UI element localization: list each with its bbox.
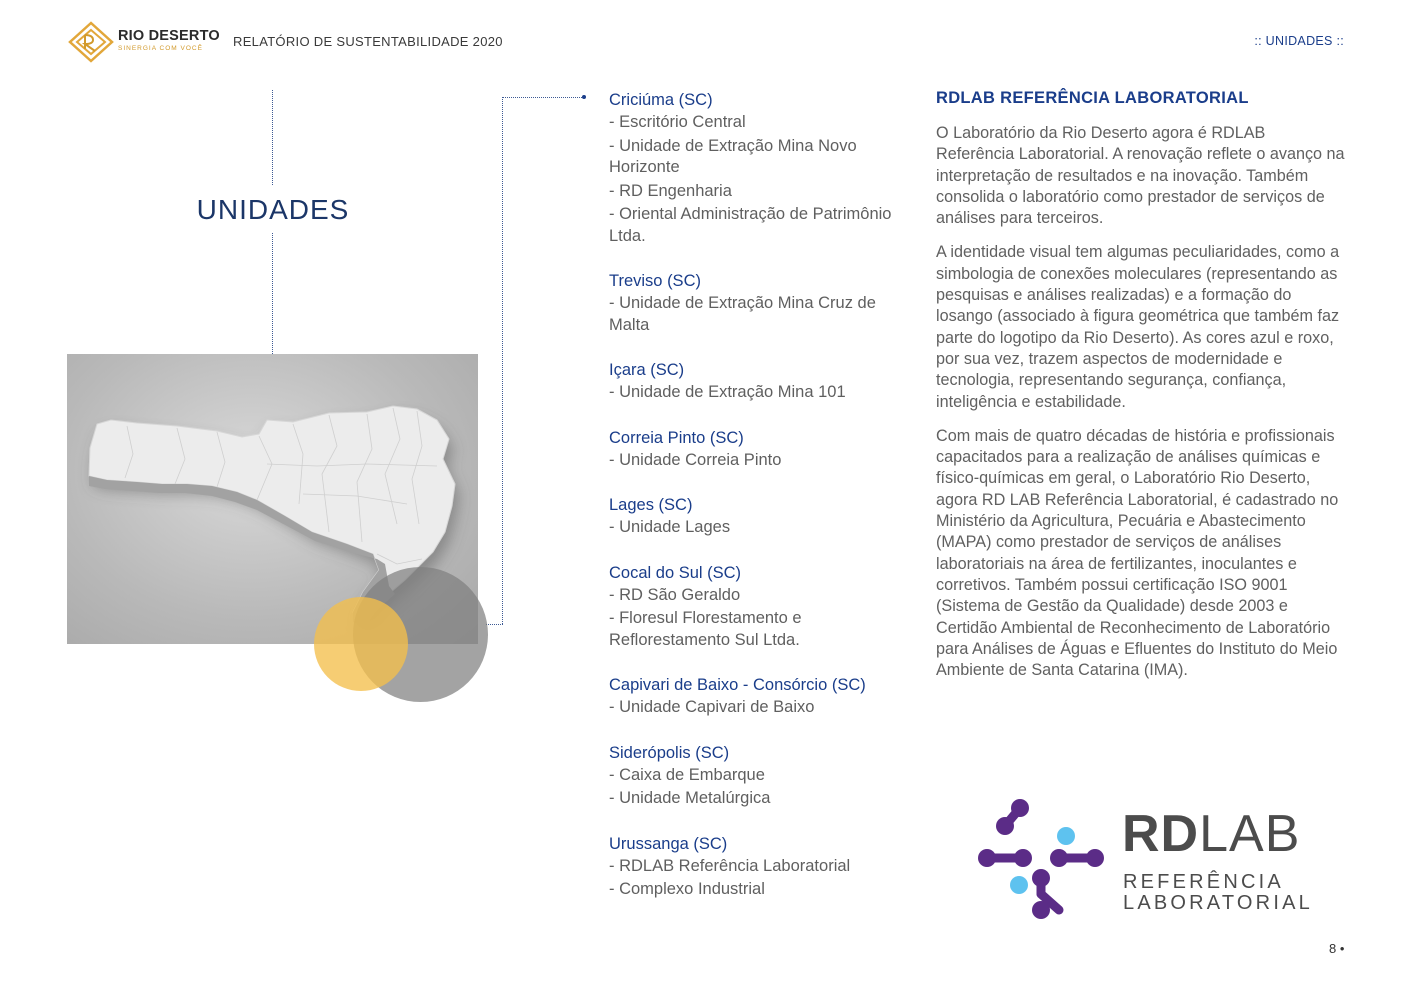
unit-item: - RD São Geraldo [609, 585, 741, 604]
unit-item: - Unidade de Extração Mina Novo Horizonte [609, 136, 857, 176]
lab-paragraph: A identidade visual tem algumas peculiaridades, como a simbologia de conexões moleculares (representando as pesquisas e análises realizadas) e a formação do losango (associado à figura geométrica que também faz parte do logotipo da Rio Deserto). As cores azul e roxo, por sua vez, trazem aspectos de modernidade e tecnologia, representando segurança, confiança, inteligência e estabilidade. [936, 243, 1340, 411]
brand-name: RIO DESERTO [118, 28, 220, 44]
unit-item: - Escritório Central [609, 113, 746, 131]
unit-block [609, 493, 909, 539]
lab-heading: RDLAB REFERÊNCIA LABORATORIAL [936, 89, 1249, 107]
units-list [609, 88, 909, 923]
unit-city: Içara (SC) [609, 361, 685, 379]
section-tag: :: UNIDADES :: [1254, 34, 1344, 48]
unit-city: Treviso (SC) [609, 272, 701, 290]
connector-line-horizontal [502, 97, 582, 98]
page-title: UNIDADES [196, 194, 350, 225]
lab-paragraph: Com mais de quatro décadas de história e profissionais capacitados para a realização de análises químicas e físico-químicas em geral, o Laboratório Rio Deserto, agora RD LAB Referência Laboratorial, é cadastrado no Ministério da Agricultura, Pecuária e Abastecimento (MAPA) como prestador de serviços de análises laboratoriais na área de fertilizantes, inoculantes e corretivos. Também possui certificação ISO 9001 (Sistema de Gestão da Qualidade) desde 2003 e Certidão Ambiental de Reconhecimento de Laboratório para Análises de Águas e Efluentes do Instituto do Meio Ambiente de Santa Catarina (IMA). [936, 426, 1339, 680]
unit-city: Capivari de Baixo - Consórcio (SC) [609, 676, 866, 694]
unit-city: Lages (SC) [609, 496, 693, 514]
unit-item: - Floresul Florestamento e Reflorestamento Sul Ltda. [609, 609, 802, 649]
unit-item: - Complexo Industrial [609, 880, 765, 898]
rdlab-molecule-icon [975, 798, 1107, 926]
unit-item: - Unidade Correia Pinto [609, 450, 782, 469]
unit-item: - Unidade de Extração Mina Cruz de Malta [609, 294, 876, 334]
unit-item: - Unidade Capivari de Baixo [609, 698, 815, 716]
unit-item: - RD Engenharia [609, 181, 732, 200]
connector-line-bottom [272, 233, 273, 354]
unit-item: - Unidade de Extração Mina 101 [609, 383, 846, 401]
page-number: 8 • [1329, 941, 1345, 956]
rdlab-logo-bold: RD [1122, 805, 1200, 863]
unit-item: - Unidade Lages [609, 518, 731, 536]
unit-city: Cocal do Sul (SC) [609, 563, 742, 582]
rdlab-logo-line1: REFERÊNCIA [1123, 871, 1284, 893]
unit-block [609, 832, 909, 901]
unit-city: Criciúma (SC) [609, 91, 713, 109]
connector-line-top [272, 90, 273, 185]
unit-city: Urussanga (SC) [609, 834, 728, 853]
report-title: RELATÓRIO DE SUSTENTABILIDADE 2020 [233, 34, 503, 49]
unit-block [609, 673, 909, 719]
connector-dot [582, 95, 586, 99]
decorative-yellow-circle [314, 597, 408, 691]
lab-paragraph: O Laboratório da Rio Deserto agora é RDLAB Referência Laboratorial. A renovação reflete o avanço na interpretação de resultados e na inovação. Também consolida o laboratório como prestador de serviços de análises para terceiros. [936, 124, 1345, 228]
brand-tagline: SINERGIA COM VOCÊ [118, 45, 203, 52]
unit-city: Siderópolis (SC) [609, 743, 730, 762]
rdlab-logo-wordmark [1122, 804, 1300, 864]
unit-block [609, 358, 909, 404]
lab-body [936, 123, 1346, 694]
rio-deserto-logo-icon [68, 21, 114, 63]
unit-block [609, 741, 909, 810]
unit-block [609, 426, 909, 472]
connector-line-right [502, 97, 503, 624]
unit-item: - RDLAB Referência Laboratorial [609, 856, 851, 875]
rdlab-logo-light: LAB [1199, 805, 1301, 863]
unit-city: Correia Pinto (SC) [609, 428, 744, 447]
unit-block [609, 561, 909, 652]
unit-block [609, 269, 909, 336]
unit-item: - Caixa de Embarque [609, 765, 765, 784]
unit-block [609, 88, 909, 247]
rdlab-logo-line2: LABORATORIAL [1123, 892, 1313, 914]
connector-line-to-map [486, 624, 503, 625]
unit-item: - Oriental Administração de Patrimônio Ltda. [609, 205, 892, 245]
unit-item: - Unidade Metalúrgica [609, 789, 771, 807]
